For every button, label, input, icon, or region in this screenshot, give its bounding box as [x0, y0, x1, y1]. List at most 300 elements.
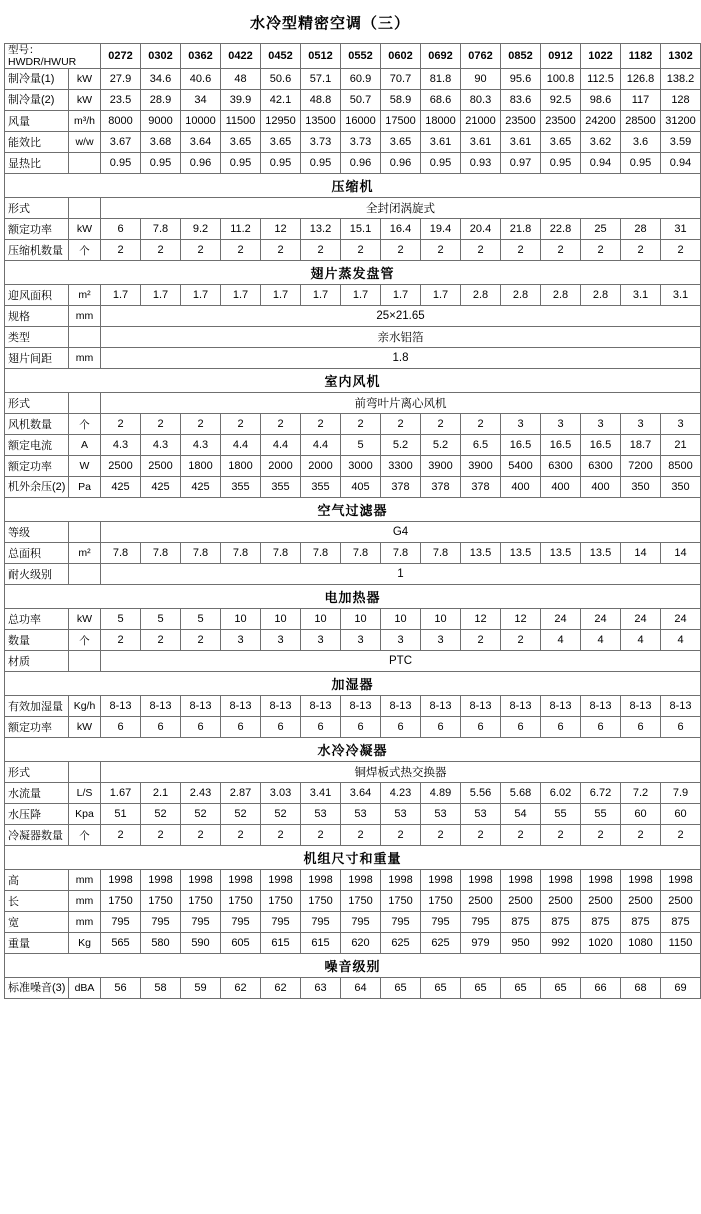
row-value: 8-13 — [221, 696, 261, 717]
table-row — [5, 696, 701, 717]
row-value: 16000 — [341, 111, 381, 132]
row-value: 138.2 — [661, 69, 701, 90]
row-value: 3.65 — [381, 132, 421, 153]
row-value: 62 — [221, 978, 261, 999]
row-value: 400 — [541, 477, 581, 498]
row-value: 795 — [461, 912, 501, 933]
row-label: 迎风面积 — [5, 285, 69, 306]
row-value: 2 — [341, 240, 381, 261]
row-value: 80.3 — [461, 90, 501, 111]
row-value: 795 — [421, 912, 461, 933]
table-row — [5, 783, 701, 804]
row-value: 13.5 — [501, 543, 541, 564]
row-value: 2 — [461, 825, 501, 846]
row-value: 615 — [261, 933, 301, 954]
row-value: 2500 — [581, 891, 621, 912]
row-value: 2 — [421, 240, 461, 261]
section-row — [5, 174, 701, 198]
row-value: 48 — [221, 69, 261, 90]
row-value: 4.3 — [101, 435, 141, 456]
row-value: 378 — [421, 477, 461, 498]
row-value: 2000 — [261, 456, 301, 477]
row-value: 2 — [621, 825, 661, 846]
table-row — [5, 198, 701, 219]
section-row — [5, 846, 701, 870]
row-value: 1998 — [301, 870, 341, 891]
row-value: 875 — [621, 912, 661, 933]
row-value: 23500 — [501, 111, 541, 132]
row-value: 48.8 — [301, 90, 341, 111]
row-value: 0.96 — [381, 153, 421, 174]
row-unit: mm — [69, 891, 101, 912]
row-value: 2 — [381, 414, 421, 435]
row-value: 13.5 — [541, 543, 581, 564]
row-value: 11.2 — [221, 219, 261, 240]
row-value: 6 — [501, 717, 541, 738]
table-row — [5, 393, 701, 414]
row-label: 机外余压(2) — [5, 477, 69, 498]
row-unit — [69, 762, 101, 783]
row-value: 3.1 — [621, 285, 661, 306]
row-value: 2 — [101, 240, 141, 261]
row-value: 3.6 — [621, 132, 661, 153]
row-value: 7.8 — [341, 543, 381, 564]
row-value: 795 — [101, 912, 141, 933]
row-value: 405 — [341, 477, 381, 498]
row-value: 4.4 — [221, 435, 261, 456]
row-value: 3900 — [461, 456, 501, 477]
row-label: 数量 — [5, 630, 69, 651]
row-value: 979 — [461, 933, 501, 954]
row-value: 6 — [661, 717, 701, 738]
row-label: 有效加湿量 — [5, 696, 69, 717]
row-unit: kW — [69, 69, 101, 90]
model-column-header: 0912 — [541, 44, 581, 69]
row-value: 8-13 — [541, 696, 581, 717]
row-value: 3900 — [421, 456, 461, 477]
row-value: 992 — [541, 933, 581, 954]
row-value: 950 — [501, 933, 541, 954]
row-value: 5 — [341, 435, 381, 456]
row-value: 50.6 — [261, 69, 301, 90]
row-value: 16.5 — [581, 435, 621, 456]
row-label: 风机数量 — [5, 414, 69, 435]
row-value: 425 — [141, 477, 181, 498]
row-value: 2 — [141, 414, 181, 435]
section-row — [5, 369, 701, 393]
row-value: 0.93 — [461, 153, 501, 174]
row-value: 2 — [421, 414, 461, 435]
model-column-header: 0692 — [421, 44, 461, 69]
row-value: 95.6 — [501, 69, 541, 90]
row-value: 117 — [621, 90, 661, 111]
row-value: 27.9 — [101, 69, 141, 90]
row-unit — [69, 153, 101, 174]
row-unit: 个 — [69, 630, 101, 651]
row-label: 翅片间距 — [5, 348, 69, 369]
row-label: 高 — [5, 870, 69, 891]
row-value: 3.61 — [421, 132, 461, 153]
table-row — [5, 891, 701, 912]
table-row — [5, 609, 701, 630]
row-value: 1750 — [301, 891, 341, 912]
row-merged-value: 亲水铝箔 — [101, 327, 701, 348]
row-value: 8-13 — [501, 696, 541, 717]
row-value: 355 — [221, 477, 261, 498]
row-label: 水流量 — [5, 783, 69, 804]
row-value: 7.8 — [421, 543, 461, 564]
row-value: 625 — [381, 933, 421, 954]
row-value: 7.8 — [301, 543, 341, 564]
row-unit: w/w — [69, 132, 101, 153]
table-row — [5, 306, 701, 327]
row-value: 8-13 — [101, 696, 141, 717]
model-column-header: 0552 — [341, 44, 381, 69]
row-value: 1.7 — [141, 285, 181, 306]
row-value: 3.59 — [661, 132, 701, 153]
row-value: 21.8 — [501, 219, 541, 240]
row-value: 1.67 — [101, 783, 141, 804]
row-value: 1750 — [261, 891, 301, 912]
row-value: 2500 — [101, 456, 141, 477]
row-value: 0.95 — [221, 153, 261, 174]
row-value: 12950 — [261, 111, 301, 132]
row-value: 12 — [501, 609, 541, 630]
row-value: 2 — [101, 630, 141, 651]
row-value: 68 — [621, 978, 661, 999]
table-row — [5, 285, 701, 306]
row-value: 10 — [301, 609, 341, 630]
row-value: 2 — [141, 825, 181, 846]
row-value: 2 — [141, 630, 181, 651]
row-unit: A — [69, 435, 101, 456]
row-value: 3 — [221, 630, 261, 651]
row-value: 21 — [661, 435, 701, 456]
row-unit: m³/h — [69, 111, 101, 132]
row-value: 7.8 — [141, 543, 181, 564]
row-value: 23500 — [541, 111, 581, 132]
row-value: 92.5 — [541, 90, 581, 111]
row-value: 65 — [461, 978, 501, 999]
row-value: 52 — [141, 804, 181, 825]
row-value: 3 — [261, 630, 301, 651]
row-unit: m² — [69, 285, 101, 306]
row-value: 4.4 — [301, 435, 341, 456]
row-value: 795 — [381, 912, 421, 933]
row-unit: 个 — [69, 240, 101, 261]
row-value: 60 — [621, 804, 661, 825]
row-value: 3 — [581, 414, 621, 435]
row-value: 3 — [421, 630, 461, 651]
row-value: 10 — [341, 609, 381, 630]
row-value: 8500 — [661, 456, 701, 477]
row-value: 10 — [421, 609, 461, 630]
row-unit: kW — [69, 219, 101, 240]
row-value: 9.2 — [181, 219, 221, 240]
row-value: 13.5 — [461, 543, 501, 564]
row-value: 2 — [261, 825, 301, 846]
section-title: 室内风机 — [5, 369, 701, 393]
model-column-header: 0362 — [181, 44, 221, 69]
table-row — [5, 564, 701, 585]
row-value: 8-13 — [381, 696, 421, 717]
row-value: 2 — [381, 825, 421, 846]
row-value: 2.8 — [581, 285, 621, 306]
row-value: 66 — [581, 978, 621, 999]
row-value: 8-13 — [621, 696, 661, 717]
row-value: 7.8 — [381, 543, 421, 564]
row-value: 6.5 — [461, 435, 501, 456]
row-value: 100.8 — [541, 69, 581, 90]
row-label: 标准噪音(3) — [5, 978, 69, 999]
row-value: 7.8 — [181, 543, 221, 564]
table-row — [5, 219, 701, 240]
row-value: 14 — [661, 543, 701, 564]
row-label: 类型 — [5, 327, 69, 348]
row-value: 1800 — [181, 456, 221, 477]
row-value: 69 — [661, 978, 701, 999]
row-value: 2.8 — [501, 285, 541, 306]
row-value: 8-13 — [301, 696, 341, 717]
row-value: 17500 — [381, 111, 421, 132]
row-value: 2 — [341, 414, 381, 435]
row-value: 2.1 — [141, 783, 181, 804]
row-value: 6 — [461, 717, 501, 738]
row-value: 3000 — [341, 456, 381, 477]
row-unit: mm — [69, 348, 101, 369]
row-value: 0.95 — [301, 153, 341, 174]
row-value: 24 — [621, 609, 661, 630]
model-column-header: 1022 — [581, 44, 621, 69]
row-value: 5.68 — [501, 783, 541, 804]
row-value: 2 — [181, 240, 221, 261]
row-value: 40.6 — [181, 69, 221, 90]
row-value: 11500 — [221, 111, 261, 132]
row-value: 2 — [501, 630, 541, 651]
section-title: 电加热器 — [5, 585, 701, 609]
row-value: 5.2 — [421, 435, 461, 456]
table-row — [5, 825, 701, 846]
row-value: 0.95 — [541, 153, 581, 174]
section-row — [5, 954, 701, 978]
row-value: 19.4 — [421, 219, 461, 240]
row-value: 400 — [581, 477, 621, 498]
row-value: 56 — [101, 978, 141, 999]
row-value: 0.97 — [501, 153, 541, 174]
row-value: 1998 — [381, 870, 421, 891]
row-value: 1.7 — [221, 285, 261, 306]
row-value: 2 — [181, 630, 221, 651]
row-value: 425 — [181, 477, 221, 498]
row-unit — [69, 393, 101, 414]
row-value: 2000 — [301, 456, 341, 477]
row-unit — [69, 198, 101, 219]
section-title: 水冷冷凝器 — [5, 738, 701, 762]
row-unit: Pa — [69, 477, 101, 498]
row-value: 28 — [621, 219, 661, 240]
row-value: 15.1 — [341, 219, 381, 240]
row-value: 2 — [421, 825, 461, 846]
row-value: 62 — [261, 978, 301, 999]
row-value: 2 — [221, 240, 261, 261]
row-value: 2 — [141, 240, 181, 261]
row-label: 形式 — [5, 198, 69, 219]
row-value: 28.9 — [141, 90, 181, 111]
row-value: 1998 — [661, 870, 701, 891]
row-value: 1750 — [141, 891, 181, 912]
row-value: 31200 — [661, 111, 701, 132]
section-row — [5, 738, 701, 762]
row-value: 1998 — [541, 870, 581, 891]
row-unit: dBA — [69, 978, 101, 999]
row-value: 42.1 — [261, 90, 301, 111]
row-value: 7.2 — [621, 783, 661, 804]
row-value: 2 — [101, 414, 141, 435]
row-value: 1750 — [341, 891, 381, 912]
table-row — [5, 153, 701, 174]
row-label: 宽 — [5, 912, 69, 933]
row-value: 6 — [341, 717, 381, 738]
row-value: 7.8 — [141, 219, 181, 240]
row-value: 1998 — [421, 870, 461, 891]
row-value: 6 — [381, 717, 421, 738]
row-value: 16.4 — [381, 219, 421, 240]
section-row — [5, 585, 701, 609]
row-value: 565 — [101, 933, 141, 954]
section-title: 空气过滤器 — [5, 498, 701, 522]
row-value: 2 — [301, 414, 341, 435]
row-value: 1.7 — [421, 285, 461, 306]
row-value: 425 — [101, 477, 141, 498]
row-value: 1998 — [221, 870, 261, 891]
table-row — [5, 348, 701, 369]
row-value: 1.7 — [261, 285, 301, 306]
row-value: 3.65 — [541, 132, 581, 153]
row-label: 额定功率 — [5, 717, 69, 738]
row-value: 31 — [661, 219, 701, 240]
table-row — [5, 717, 701, 738]
row-value: 18000 — [421, 111, 461, 132]
section-title: 翅片蒸发盘管 — [5, 261, 701, 285]
row-value: 400 — [501, 477, 541, 498]
row-value: 55 — [541, 804, 581, 825]
row-value: 605 — [221, 933, 261, 954]
row-value: 28500 — [621, 111, 661, 132]
row-value: 8000 — [101, 111, 141, 132]
row-value: 378 — [461, 477, 501, 498]
row-value: 6 — [141, 717, 181, 738]
row-value: 3.62 — [581, 132, 621, 153]
row-value: 65 — [501, 978, 541, 999]
row-value: 58.9 — [381, 90, 421, 111]
row-value: 51 — [101, 804, 141, 825]
row-value: 350 — [621, 477, 661, 498]
row-value: 0.94 — [661, 153, 701, 174]
row-value: 2500 — [141, 456, 181, 477]
row-value: 6 — [261, 717, 301, 738]
row-value: 65 — [381, 978, 421, 999]
row-value: 3.65 — [221, 132, 261, 153]
row-label: 耐火级别 — [5, 564, 69, 585]
row-label: 能效比 — [5, 132, 69, 153]
model-column-header: 0422 — [221, 44, 261, 69]
row-value: 2500 — [461, 891, 501, 912]
row-value: 2 — [181, 414, 221, 435]
row-value: 2 — [661, 240, 701, 261]
section-title: 压缩机 — [5, 174, 701, 198]
row-value: 52 — [221, 804, 261, 825]
row-value: 2500 — [661, 891, 701, 912]
row-value: 22.8 — [541, 219, 581, 240]
row-label: 等级 — [5, 522, 69, 543]
row-value: 6300 — [581, 456, 621, 477]
table-row — [5, 111, 701, 132]
section-row — [5, 261, 701, 285]
row-value: 6.02 — [541, 783, 581, 804]
row-value: 1998 — [101, 870, 141, 891]
row-value: 8-13 — [661, 696, 701, 717]
row-value: 355 — [301, 477, 341, 498]
row-value: 0.96 — [181, 153, 221, 174]
row-value: 4.89 — [421, 783, 461, 804]
row-value: 1998 — [181, 870, 221, 891]
row-merged-value: 全封闭涡旋式 — [101, 198, 701, 219]
row-unit: L/S — [69, 783, 101, 804]
row-label: 额定功率 — [5, 219, 69, 240]
row-value: 6 — [541, 717, 581, 738]
row-value: 10 — [381, 609, 421, 630]
row-value: 8-13 — [181, 696, 221, 717]
table-row — [5, 762, 701, 783]
row-value: 3.03 — [261, 783, 301, 804]
table-row — [5, 651, 701, 672]
section-row — [5, 672, 701, 696]
row-label: 冷凝器数量 — [5, 825, 69, 846]
row-value: 3.68 — [141, 132, 181, 153]
row-unit: mm — [69, 870, 101, 891]
row-value: 6 — [101, 717, 141, 738]
row-value: 795 — [141, 912, 181, 933]
row-value: 1998 — [461, 870, 501, 891]
row-value: 39.9 — [221, 90, 261, 111]
row-value: 2 — [461, 414, 501, 435]
row-value: 795 — [301, 912, 341, 933]
row-value: 6 — [181, 717, 221, 738]
row-value: 10000 — [181, 111, 221, 132]
row-value: 64 — [341, 978, 381, 999]
row-value: 2 — [461, 630, 501, 651]
row-value: 1.7 — [101, 285, 141, 306]
row-label: 长 — [5, 891, 69, 912]
row-value: 6.72 — [581, 783, 621, 804]
row-value: 54 — [501, 804, 541, 825]
row-value: 0.95 — [101, 153, 141, 174]
row-value: 6 — [301, 717, 341, 738]
row-merged-value: 前弯叶片离心风机 — [101, 393, 701, 414]
row-value: 1998 — [581, 870, 621, 891]
model-header-cell: 型号： HWDR/HWUR — [5, 44, 101, 69]
row-value: 1750 — [221, 891, 261, 912]
row-value: 3300 — [381, 456, 421, 477]
row-value: 4 — [661, 630, 701, 651]
row-value: 2500 — [501, 891, 541, 912]
row-value: 1.7 — [381, 285, 421, 306]
table-body — [5, 44, 701, 999]
row-label: 形式 — [5, 393, 69, 414]
row-value: 0.95 — [141, 153, 181, 174]
row-value: 2 — [541, 240, 581, 261]
row-value: 7.8 — [101, 543, 141, 564]
